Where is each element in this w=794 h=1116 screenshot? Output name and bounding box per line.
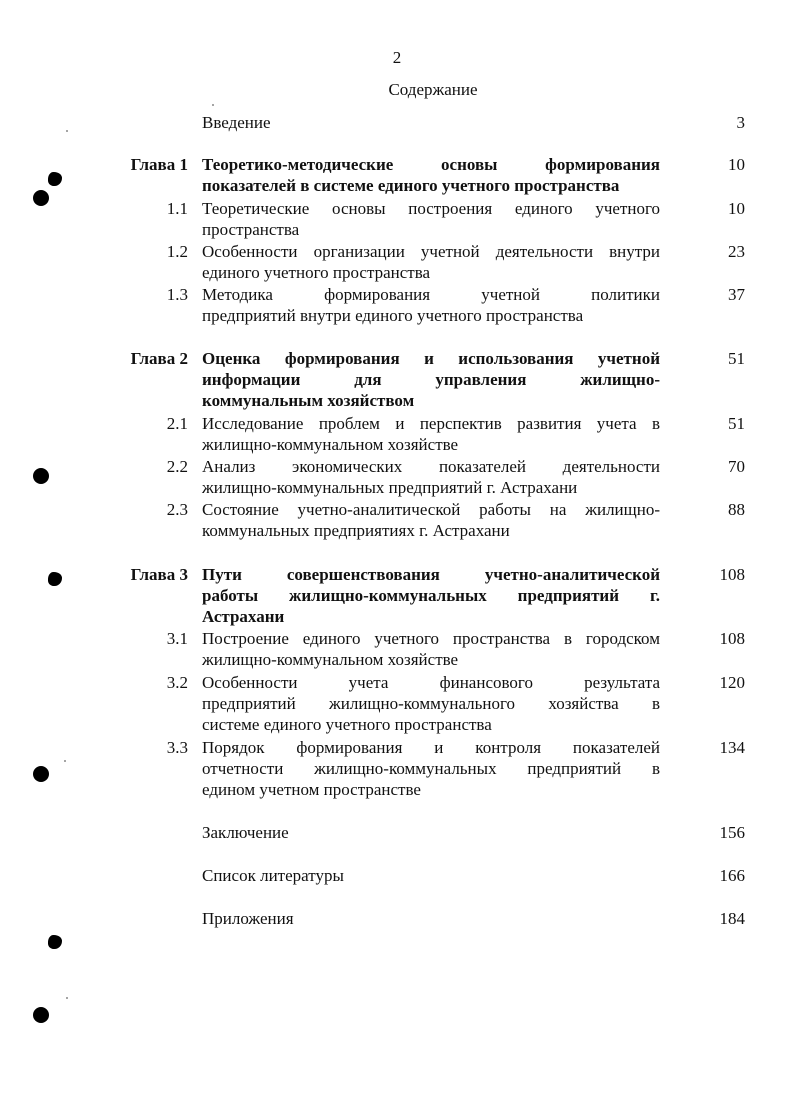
section-page: 88 bbox=[728, 500, 745, 519]
section-line: жилищно-коммунальных предприятий г. Астрахани bbox=[202, 478, 578, 497]
entry-page: 166 bbox=[719, 866, 745, 885]
title-line: Пути совершенствования учетно-аналитической bbox=[202, 565, 660, 584]
section-line: Теоретические основы построения единого учетного bbox=[202, 199, 660, 218]
section-page: 10 bbox=[728, 199, 745, 218]
title-line: показателей в системе единого учетного пространства bbox=[202, 176, 620, 195]
chapter-title bbox=[202, 154, 660, 196]
section-num: 3.3 bbox=[166, 738, 188, 757]
scan-speck bbox=[66, 997, 68, 999]
entry-page: 156 bbox=[719, 823, 745, 842]
section-line: Особенности учета финансового результата bbox=[202, 673, 660, 692]
section-line: жилищно-коммунальном хозяйстве bbox=[202, 650, 459, 669]
section-num: 2.2 bbox=[166, 457, 188, 476]
ink-blob bbox=[48, 935, 62, 949]
section-page: 37 bbox=[728, 285, 745, 304]
punch-hole bbox=[33, 766, 49, 782]
section-title bbox=[202, 456, 660, 498]
section-line: жилищно-коммунальном хозяйстве bbox=[202, 435, 459, 454]
entry-label: Список литературы bbox=[202, 866, 344, 885]
chapter-page: 10 bbox=[728, 155, 745, 174]
section-title bbox=[202, 413, 660, 455]
section-line: Порядок формирования и контроля показателей bbox=[202, 738, 660, 757]
section-line: Особенности организации учетной деятельности внутри bbox=[202, 242, 660, 261]
section-title bbox=[202, 628, 660, 670]
page-number: 2 bbox=[392, 48, 402, 67]
chapter-page: 51 bbox=[728, 349, 745, 368]
section-num: 1.1 bbox=[166, 199, 188, 218]
entry-label: Заключение bbox=[202, 823, 289, 842]
title-line: Астрахани bbox=[202, 607, 285, 626]
section-line: Состояние учетно-аналитической работы на жилищно- bbox=[202, 500, 660, 519]
entry-page: 184 bbox=[719, 909, 745, 928]
section-line: отчетности жилищно-коммунальных предприятий в bbox=[202, 759, 660, 778]
scan-speck bbox=[212, 104, 214, 106]
section-page: 108 bbox=[719, 629, 745, 648]
section-line: Исследование проблем и перспектив развития учета в bbox=[202, 414, 660, 433]
entry-page: 3 bbox=[736, 113, 745, 132]
section-title bbox=[202, 241, 660, 283]
section-line: коммунальных предприятиях г. Астрахани bbox=[202, 521, 510, 540]
section-num: 3.2 bbox=[166, 673, 188, 692]
section-page: 120 bbox=[719, 673, 745, 692]
section-num: 3.1 bbox=[166, 629, 188, 648]
title-line: коммунальным хозяйством bbox=[202, 391, 415, 410]
chapter-label: Глава 2 bbox=[130, 349, 188, 368]
section-num: 2.1 bbox=[166, 414, 188, 433]
section-page: 134 bbox=[719, 738, 745, 757]
section-page: 23 bbox=[728, 242, 745, 261]
title-line: Оценка формирования и использования учетной bbox=[202, 349, 660, 368]
punch-hole bbox=[33, 468, 49, 484]
scan-speck bbox=[64, 760, 66, 762]
section-line: предприятий жилищно-коммунального хозяйства в bbox=[202, 694, 660, 713]
section-line: системе единого учетного пространства bbox=[202, 715, 492, 734]
section-title bbox=[202, 284, 660, 326]
punch-hole bbox=[33, 190, 49, 206]
section-title bbox=[202, 737, 660, 800]
chapter-title bbox=[202, 564, 660, 627]
title-line: Теоретико-методические основы формирования bbox=[202, 155, 660, 174]
chapter-label: Глава 1 bbox=[130, 155, 188, 174]
chapter-title bbox=[202, 348, 660, 411]
section-num: 1.2 bbox=[166, 242, 188, 261]
section-title bbox=[202, 672, 660, 735]
section-line: пространства bbox=[202, 220, 300, 239]
section-line: едином учетном пространстве bbox=[202, 780, 421, 799]
section-page: 51 bbox=[728, 414, 745, 433]
entry-label: Введение bbox=[202, 113, 271, 132]
entry-label: Приложения bbox=[202, 909, 294, 928]
section-line: единого учетного пространства bbox=[202, 263, 431, 282]
ink-blob bbox=[48, 172, 62, 186]
punch-hole bbox=[33, 1007, 49, 1023]
chapter-label: Глава 3 bbox=[130, 565, 188, 584]
section-num: 2.3 bbox=[166, 500, 188, 519]
section-line: Анализ экономических показателей деятельности bbox=[202, 457, 660, 476]
title-line: работы жилищно-коммунальных предприятий г. bbox=[202, 586, 660, 605]
chapter-page: 108 bbox=[719, 565, 745, 584]
section-title bbox=[202, 499, 660, 541]
title-line: информации для управления жилищно- bbox=[202, 370, 660, 389]
scan-speck bbox=[66, 130, 68, 132]
toc-title: Содержание bbox=[388, 80, 478, 99]
section-num: 1.3 bbox=[166, 285, 188, 304]
section-line: Построение единого учетного пространства в городском bbox=[202, 629, 660, 648]
section-title bbox=[202, 198, 660, 240]
section-page: 70 bbox=[728, 457, 745, 476]
section-line: предприятий внутри единого учетного пространства bbox=[202, 306, 584, 325]
section-line: Методика формирования учетной политики bbox=[202, 285, 660, 304]
